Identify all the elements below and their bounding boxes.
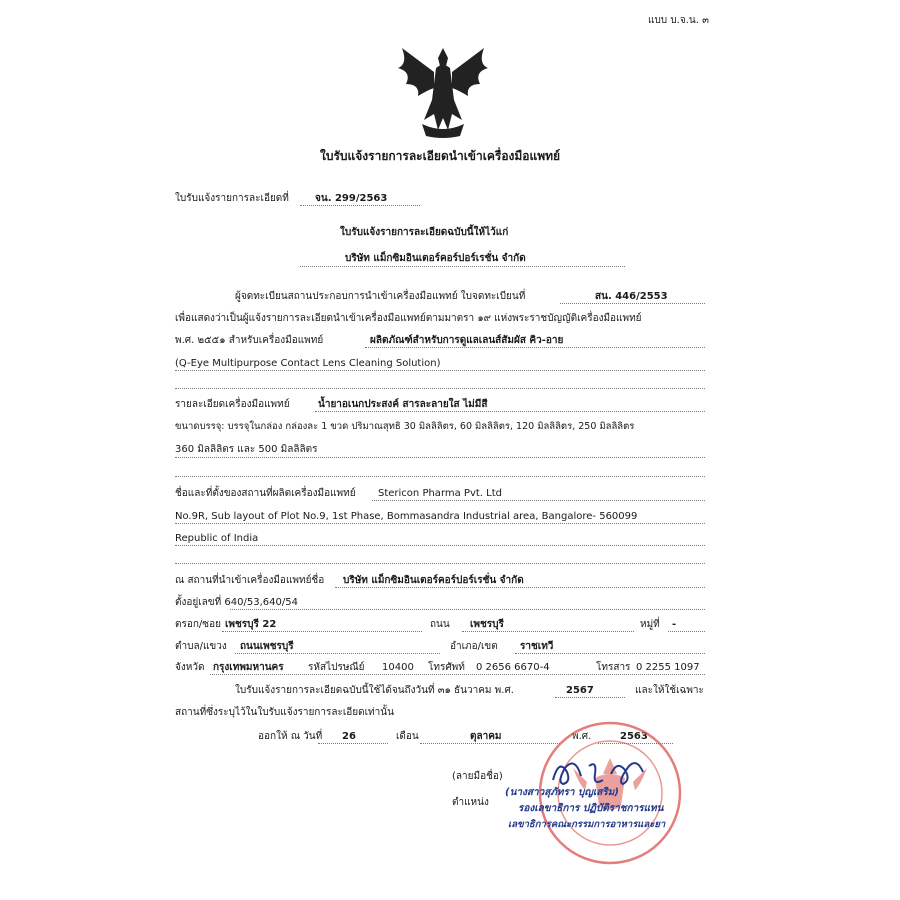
details-label: รายละเอียดเครื่องมือแพทย์ (175, 399, 290, 410)
importer-house-no: ตั้งอยู่เลขที่ 640/53,640/54 (175, 597, 298, 608)
issued-month-label: เดือน (396, 731, 419, 742)
statement-line2: เพื่อแสดงว่าเป็นผู้แจ้งรายการละเอียดนำเข้าเครื่องมือแพทย์ตามมาตรา ๑๙ แห่งพระราชบัญญัติเครื่องมือแพทย์ (175, 313, 642, 324)
soi-value: เพชรบุรี 22 (225, 619, 277, 630)
postal-value: 10400 (382, 662, 414, 673)
issued-day: 26 (342, 731, 356, 742)
issued-month: ตุลาคม (470, 731, 502, 742)
receipt-no-label: ใบรับแจ้งรายการละเอียดที่ (175, 193, 289, 204)
importer-name: บริษัท แม็กซิมอินเตอร์คอร์ปอร์เรชั่น จำกัด (343, 575, 524, 586)
manufacturer-name: Stericon Pharma Pvt. Ltd (378, 488, 502, 499)
receipt-no-value: จน. 299/2563 (315, 193, 388, 204)
postal-label: รหัสไปรษณีย์ (308, 662, 365, 673)
district-label: อำเภอ/เขต (450, 641, 498, 652)
province-value: กรุงเทพมหานคร (213, 662, 284, 673)
fax-value: 0 2255 1097 (636, 662, 700, 673)
manufacturer-address: No.9R, Sub layout of Plot No.9, 1st Phase, Bommasandra Industrial area, Bangalore- 560099 (175, 511, 638, 522)
product-name-th: ผลิตภัณฑ์สำหรับการดูแลเลนส์สัมผัส คิว-อาย (370, 335, 564, 346)
soi-label: ตรอก/ซอย (175, 619, 221, 630)
moo-value: - (672, 619, 677, 630)
fax-label: โทรสาร (596, 662, 631, 673)
validity-line1-suffix: และให้ใช้เฉพาะ (635, 685, 704, 696)
pack-size-line2: 360 มิลลิลิตร และ 500 มิลลิลิตร (175, 444, 318, 455)
subdistrict-value: ถนนเพชรบุรี (240, 641, 294, 652)
manufacturer-country: Republic of India (175, 533, 259, 544)
road-value: เพชรบุรี (470, 619, 504, 630)
road-label: ถนน (430, 619, 450, 630)
statement-line3-prefix: พ.ศ. ๒๕๕๑ สำหรับเครื่องมือแพทย์ (175, 335, 324, 346)
manufacturer-label: ชื่อและที่ตั้งของสถานที่ผลิตเครื่องมือแพทย์ (175, 488, 356, 499)
issued-date-label: ออกให้ ณ วันที่ (258, 731, 323, 742)
document-title: ใบรับแจ้งรายการละเอียดนำเข้าเครื่องมือแพทย์ (320, 149, 561, 163)
pack-size-line1: ขนาดบรรจุ: บรรจุในกล่อง กล่องละ 1 ขวด ปริมาณสุทธิ 30 มิลลิลิตร, 60 มิลลิลิตร, 120 มิลลิลิตร, 250 มิลลิลิตร (175, 421, 635, 432)
product-name-en: (Q-Eye Multipurpose Contact Lens Cleaning Solution) (175, 358, 441, 369)
importer-label: ณ สถานที่นำเข้าเครื่องมือแพทย์ชื่อ (175, 575, 325, 586)
district-value: ราชเทวี (520, 641, 554, 652)
province-label: จังหวัด (175, 662, 205, 673)
moo-label: หมู่ที่ (640, 619, 660, 630)
details-value: น้ำยาอเนกประสงค์ สารละลายใส ไม่มีสี (318, 399, 488, 410)
validity-line1-prefix: ใบรับแจ้งรายการละเอียดฉบับนี้ใช้ได้จนถึงวันที่ ๓๑ ธันวาคม พ.ศ. (235, 685, 514, 696)
issued-to-heading: ใบรับแจ้งรายการละเอียดฉบับนี้ให้ไว้แก่ (340, 227, 509, 238)
issued-year-label: พ.ศ. (572, 731, 592, 742)
issued-to-company: บริษัท แม็กซิมอินเตอร์คอร์ปอร์เรชั่น จำกัด (345, 253, 526, 264)
signer-title2: เลขาธิการคณะกรรมการอาหารและยา (508, 819, 666, 830)
statement-line1: ผู้จดทะเบียนสถานประกอบการนำเข้าเครื่องมือแพทย์ ใบจดทะเบียนที่ (235, 291, 526, 302)
phone-value: 0 2656 6670-4 (476, 662, 550, 673)
issued-year: 2563 (620, 731, 648, 742)
validity-year: 2567 (566, 685, 594, 696)
phone-label: โทรศัพท์ (428, 662, 465, 673)
signature-label: (ลายมือชื่อ) (452, 771, 503, 782)
garuda-emblem-icon (388, 40, 498, 140)
subdistrict-label: ตำบล/แขวง (175, 641, 227, 652)
form-code: แบบ บ.จ.น. ๓ (648, 15, 709, 26)
signer-name: (นางสาวสุภัทรา บุญเสริม) (505, 787, 619, 798)
validity-line2: สถานที่ซึ่งระบุไว้ในใบรับแจ้งรายการละเอียดเท่านั้น (175, 707, 394, 718)
signer-title1: รองเลขาธิการ ปฏิบัติราชการแทน (518, 803, 664, 814)
registration-no: สน. 446/2553 (595, 291, 668, 302)
position-label: ตำแหน่ง (452, 797, 489, 808)
